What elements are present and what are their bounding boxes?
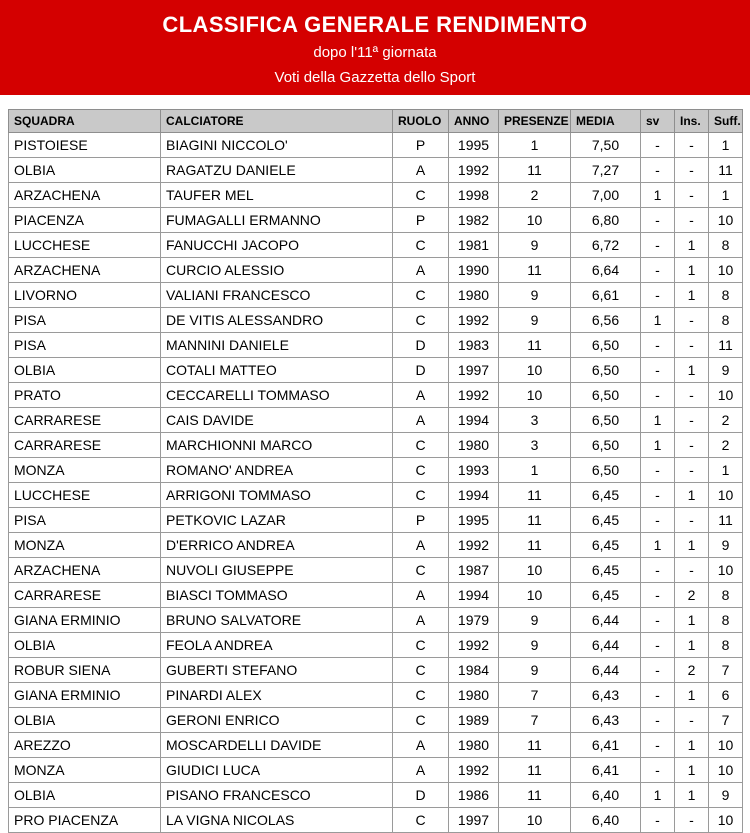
table-row <box>9 458 743 483</box>
cell-media: 6,45 <box>571 508 641 533</box>
cell-media: 6,41 <box>571 758 641 783</box>
cell-ruolo: P <box>393 133 449 158</box>
cell-calciatore: MARCHIONNI MARCO <box>161 433 393 458</box>
cell-squadra: CARRARESE <box>9 408 161 433</box>
cell-media: 6,50 <box>571 333 641 358</box>
table-row <box>9 733 743 758</box>
cell-suff: 7 <box>709 708 743 733</box>
cell-suff: 10 <box>709 808 743 833</box>
cell-ins: - <box>675 158 709 183</box>
cell-calciatore: DE VITIS ALESSANDRO <box>161 308 393 333</box>
cell-ruolo: C <box>393 308 449 333</box>
cell-anno: 1980 <box>449 283 499 308</box>
cell-ins: - <box>675 333 709 358</box>
cell-sv: - <box>641 133 675 158</box>
cell-sv: - <box>641 708 675 733</box>
table-row <box>9 658 743 683</box>
cell-media: 6,50 <box>571 408 641 433</box>
cell-calciatore: D'ERRICO ANDREA <box>161 533 393 558</box>
cell-sv: - <box>641 358 675 383</box>
cell-media: 6,50 <box>571 433 641 458</box>
cell-presenze: 11 <box>499 783 571 808</box>
cell-sv: - <box>641 558 675 583</box>
cell-calciatore: ROMANO' ANDREA <box>161 458 393 483</box>
cell-presenze: 11 <box>499 733 571 758</box>
cell-ins: - <box>675 208 709 233</box>
cell-ins: 1 <box>675 533 709 558</box>
table-body <box>9 133 743 833</box>
cell-squadra: ROBUR SIENA <box>9 658 161 683</box>
cell-presenze: 11 <box>499 758 571 783</box>
cell-ruolo: A <box>393 533 449 558</box>
cell-sv: - <box>641 258 675 283</box>
cell-media: 6,44 <box>571 658 641 683</box>
cell-anno: 1992 <box>449 383 499 408</box>
page-title: CLASSIFICA GENERALE RENDIMENTO <box>162 12 588 37</box>
cell-calciatore: MANNINI DANIELE <box>161 333 393 358</box>
cell-suff: 1 <box>709 133 743 158</box>
cell-sv: 1 <box>641 183 675 208</box>
cell-media: 7,50 <box>571 133 641 158</box>
cell-calciatore: ARRIGONI TOMMASO <box>161 483 393 508</box>
cell-ins: - <box>675 308 709 333</box>
cell-presenze: 1 <box>499 458 571 483</box>
cell-calciatore: MOSCARDELLI DAVIDE <box>161 733 393 758</box>
table-row <box>9 258 743 283</box>
cell-ruolo: A <box>393 158 449 183</box>
cell-media: 6,43 <box>571 683 641 708</box>
cell-presenze: 10 <box>499 383 571 408</box>
cell-media: 6,44 <box>571 633 641 658</box>
cell-sv: - <box>641 508 675 533</box>
cell-squadra: OLBIA <box>9 783 161 808</box>
cell-anno: 1989 <box>449 708 499 733</box>
cell-sv: - <box>641 283 675 308</box>
cell-calciatore: NUVOLI GIUSEPPE <box>161 558 393 583</box>
cell-calciatore: PINARDI ALEX <box>161 683 393 708</box>
column-header-calciatore[interactable]: CALCIATORE <box>161 110 393 133</box>
cell-ruolo: C <box>393 808 449 833</box>
table-row <box>9 208 743 233</box>
cell-suff: 8 <box>709 308 743 333</box>
cell-ruolo: C <box>393 233 449 258</box>
cell-presenze: 11 <box>499 483 571 508</box>
cell-ruolo: C <box>393 658 449 683</box>
cell-suff: 2 <box>709 408 743 433</box>
cell-ruolo: C <box>393 183 449 208</box>
cell-calciatore: VALIANI FRANCESCO <box>161 283 393 308</box>
header-subtitle-source: Voti della Gazzetta dello Sport <box>274 69 476 86</box>
cell-media: 6,41 <box>571 733 641 758</box>
cell-media: 6,80 <box>571 208 641 233</box>
cell-suff: 8 <box>709 283 743 308</box>
cell-calciatore: FUMAGALLI ERMANNO <box>161 208 393 233</box>
cell-squadra: PISTOIESE <box>9 133 161 158</box>
cell-calciatore: BRUNO SALVATORE <box>161 608 393 633</box>
cell-presenze: 9 <box>499 283 571 308</box>
column-header-media[interactable]: MEDIA <box>571 110 641 133</box>
cell-ruolo: D <box>393 358 449 383</box>
cell-squadra: CARRARESE <box>9 583 161 608</box>
cell-calciatore: COTALI MATTEO <box>161 358 393 383</box>
cell-anno: 1992 <box>449 633 499 658</box>
cell-sv: - <box>641 633 675 658</box>
cell-anno: 1979 <box>449 608 499 633</box>
table-row <box>9 808 743 833</box>
column-header-sv[interactable]: sv <box>641 110 675 133</box>
cell-presenze: 1 <box>499 133 571 158</box>
cell-anno: 1982 <box>449 208 499 233</box>
column-header-suff[interactable]: Suff. <box>709 110 743 133</box>
column-header-squadra[interactable]: SQUADRA <box>9 110 161 133</box>
cell-ins: - <box>675 508 709 533</box>
cell-anno: 1983 <box>449 333 499 358</box>
cell-sv: - <box>641 483 675 508</box>
cell-squadra: PISA <box>9 508 161 533</box>
cell-squadra: MONZA <box>9 758 161 783</box>
cell-media: 6,45 <box>571 483 641 508</box>
column-header-anno[interactable]: ANNO <box>449 110 499 133</box>
ranking-table <box>8 109 743 833</box>
cell-media: 6,56 <box>571 308 641 333</box>
table-row <box>9 633 743 658</box>
cell-presenze: 7 <box>499 708 571 733</box>
cell-anno: 1981 <box>449 233 499 258</box>
cell-media: 6,43 <box>571 708 641 733</box>
cell-calciatore: PETKOVIC LAZAR <box>161 508 393 533</box>
cell-anno: 1997 <box>449 808 499 833</box>
cell-sv: - <box>641 458 675 483</box>
cell-ins: - <box>675 383 709 408</box>
cell-sv: 1 <box>641 408 675 433</box>
cell-presenze: 10 <box>499 358 571 383</box>
cell-presenze: 11 <box>499 533 571 558</box>
cell-squadra: ARZACHENA <box>9 258 161 283</box>
cell-ruolo: C <box>393 683 449 708</box>
cell-anno: 1994 <box>449 408 499 433</box>
cell-anno: 1997 <box>449 358 499 383</box>
cell-squadra: GIANA ERMINIO <box>9 683 161 708</box>
cell-media: 6,50 <box>571 358 641 383</box>
cell-media: 6,44 <box>571 608 641 633</box>
cell-anno: 1995 <box>449 133 499 158</box>
cell-suff: 10 <box>709 733 743 758</box>
cell-ruolo: A <box>393 583 449 608</box>
cell-sv: - <box>641 333 675 358</box>
cell-suff: 8 <box>709 633 743 658</box>
cell-suff: 10 <box>709 383 743 408</box>
cell-sv: - <box>641 758 675 783</box>
cell-media: 6,40 <box>571 808 641 833</box>
cell-presenze: 10 <box>499 558 571 583</box>
cell-squadra: OLBIA <box>9 708 161 733</box>
cell-sv: - <box>641 208 675 233</box>
cell-squadra: AREZZO <box>9 733 161 758</box>
cell-anno: 1980 <box>449 683 499 708</box>
table-row <box>9 683 743 708</box>
cell-calciatore: GERONI ENRICO <box>161 708 393 733</box>
cell-media: 6,45 <box>571 533 641 558</box>
cell-sv: 1 <box>641 433 675 458</box>
cell-ins: 1 <box>675 233 709 258</box>
cell-squadra: LUCCHESE <box>9 483 161 508</box>
cell-sv: - <box>641 808 675 833</box>
cell-presenze: 11 <box>499 158 571 183</box>
cell-sv: - <box>641 658 675 683</box>
cell-ins: 1 <box>675 358 709 383</box>
table-row <box>9 233 743 258</box>
cell-ruolo: A <box>393 758 449 783</box>
cell-ins: 1 <box>675 633 709 658</box>
cell-anno: 1980 <box>449 733 499 758</box>
table-row <box>9 308 743 333</box>
cell-squadra: CARRARESE <box>9 433 161 458</box>
cell-suff: 2 <box>709 433 743 458</box>
cell-ruolo: D <box>393 333 449 358</box>
cell-presenze: 3 <box>499 433 571 458</box>
cell-ins: - <box>675 183 709 208</box>
table-row <box>9 433 743 458</box>
table-row <box>9 358 743 383</box>
cell-squadra: OLBIA <box>9 633 161 658</box>
cell-ins: 1 <box>675 258 709 283</box>
cell-ruolo: P <box>393 208 449 233</box>
header-subtitle-matchday: dopo l'11ª giornata <box>313 44 437 61</box>
cell-ins: 2 <box>675 583 709 608</box>
table-row <box>9 558 743 583</box>
cell-presenze: 10 <box>499 808 571 833</box>
cell-media: 6,40 <box>571 783 641 808</box>
table-row <box>9 533 743 558</box>
cell-presenze: 9 <box>499 658 571 683</box>
cell-anno: 1992 <box>449 533 499 558</box>
cell-anno: 1993 <box>449 458 499 483</box>
table-row <box>9 608 743 633</box>
cell-ins: - <box>675 558 709 583</box>
table-row <box>9 283 743 308</box>
cell-ins: - <box>675 408 709 433</box>
cell-ruolo: C <box>393 558 449 583</box>
cell-sv: - <box>641 683 675 708</box>
cell-presenze: 3 <box>499 408 571 433</box>
table-row <box>9 708 743 733</box>
cell-calciatore: CAIS DAVIDE <box>161 408 393 433</box>
cell-squadra: GIANA ERMINIO <box>9 608 161 633</box>
cell-sv: 1 <box>641 308 675 333</box>
table-row <box>9 483 743 508</box>
cell-calciatore: GUBERTI STEFANO <box>161 658 393 683</box>
cell-presenze: 11 <box>499 258 571 283</box>
cell-anno: 1998 <box>449 183 499 208</box>
cell-ins: 1 <box>675 783 709 808</box>
cell-sv: - <box>641 233 675 258</box>
cell-ruolo: C <box>393 458 449 483</box>
cell-ins: 1 <box>675 683 709 708</box>
table-row <box>9 408 743 433</box>
cell-calciatore: GIUDICI LUCA <box>161 758 393 783</box>
cell-ins: - <box>675 708 709 733</box>
cell-suff: 11 <box>709 333 743 358</box>
cell-squadra: LIVORNO <box>9 283 161 308</box>
column-header-ins[interactable]: Ins. <box>675 110 709 133</box>
cell-media: 7,00 <box>571 183 641 208</box>
cell-media: 6,50 <box>571 458 641 483</box>
cell-ruolo: C <box>393 633 449 658</box>
table-row <box>9 583 743 608</box>
cell-squadra: PISA <box>9 308 161 333</box>
cell-ruolo: A <box>393 383 449 408</box>
cell-squadra: LUCCHESE <box>9 233 161 258</box>
cell-ruolo: A <box>393 608 449 633</box>
cell-anno: 1986 <box>449 783 499 808</box>
cell-ins: 1 <box>675 283 709 308</box>
cell-suff: 10 <box>709 758 743 783</box>
table-header <box>9 110 743 133</box>
cell-presenze: 10 <box>499 208 571 233</box>
cell-squadra: MONZA <box>9 458 161 483</box>
header-banner <box>0 0 750 95</box>
cell-presenze: 7 <box>499 683 571 708</box>
cell-sv: - <box>641 733 675 758</box>
cell-media: 6,72 <box>571 233 641 258</box>
cell-anno: 1992 <box>449 158 499 183</box>
cell-ins: - <box>675 433 709 458</box>
cell-calciatore: FANUCCHI JACOPO <box>161 233 393 258</box>
cell-anno: 1984 <box>449 658 499 683</box>
cell-ruolo: A <box>393 733 449 758</box>
cell-squadra: OLBIA <box>9 158 161 183</box>
cell-suff: 6 <box>709 683 743 708</box>
cell-squadra: PIACENZA <box>9 208 161 233</box>
cell-media: 7,27 <box>571 158 641 183</box>
cell-ins: 1 <box>675 483 709 508</box>
cell-ins: - <box>675 808 709 833</box>
cell-ruolo: P <box>393 508 449 533</box>
cell-media: 6,45 <box>571 558 641 583</box>
cell-ins: 1 <box>675 758 709 783</box>
cell-ins: 1 <box>675 733 709 758</box>
cell-sv: 1 <box>641 783 675 808</box>
table-row <box>9 783 743 808</box>
cell-calciatore: LA VIGNA NICOLAS <box>161 808 393 833</box>
cell-presenze: 9 <box>499 233 571 258</box>
cell-presenze: 2 <box>499 183 571 208</box>
cell-calciatore: CECCARELLI TOMMASO <box>161 383 393 408</box>
cell-suff: 11 <box>709 508 743 533</box>
cell-presenze: 11 <box>499 508 571 533</box>
cell-presenze: 9 <box>499 308 571 333</box>
cell-suff: 11 <box>709 158 743 183</box>
cell-ruolo: C <box>393 708 449 733</box>
cell-ins: 2 <box>675 658 709 683</box>
cell-media: 6,45 <box>571 583 641 608</box>
cell-suff: 10 <box>709 483 743 508</box>
cell-anno: 1990 <box>449 258 499 283</box>
cell-calciatore: FEOLA ANDREA <box>161 633 393 658</box>
cell-anno: 1994 <box>449 483 499 508</box>
cell-ruolo: C <box>393 433 449 458</box>
cell-suff: 9 <box>709 358 743 383</box>
cell-suff: 9 <box>709 783 743 808</box>
cell-anno: 1992 <box>449 308 499 333</box>
cell-anno: 1992 <box>449 758 499 783</box>
cell-calciatore: BIASCI TOMMASO <box>161 583 393 608</box>
cell-squadra: PRATO <box>9 383 161 408</box>
cell-ruolo: C <box>393 483 449 508</box>
cell-squadra: ARZACHENA <box>9 183 161 208</box>
table-row <box>9 508 743 533</box>
table-header-row <box>9 110 743 133</box>
cell-anno: 1987 <box>449 558 499 583</box>
cell-squadra: PISA <box>9 333 161 358</box>
cell-presenze: 11 <box>499 333 571 358</box>
column-header-presenze[interactable]: PRESENZE <box>499 110 571 133</box>
cell-suff: 10 <box>709 208 743 233</box>
cell-anno: 1980 <box>449 433 499 458</box>
cell-suff: 10 <box>709 558 743 583</box>
cell-calciatore: RAGATZU DANIELE <box>161 158 393 183</box>
cell-squadra: ARZACHENA <box>9 558 161 583</box>
cell-suff: 9 <box>709 533 743 558</box>
cell-presenze: 9 <box>499 608 571 633</box>
cell-squadra: MONZA <box>9 533 161 558</box>
cell-sv: - <box>641 583 675 608</box>
cell-suff: 1 <box>709 183 743 208</box>
cell-ruolo: C <box>393 283 449 308</box>
cell-ins: - <box>675 458 709 483</box>
cell-suff: 10 <box>709 258 743 283</box>
table-row <box>9 383 743 408</box>
cell-media: 6,64 <box>571 258 641 283</box>
cell-calciatore: BIAGINI NICCOLO' <box>161 133 393 158</box>
cell-suff: 8 <box>709 233 743 258</box>
cell-media: 6,50 <box>571 383 641 408</box>
cell-suff: 1 <box>709 458 743 483</box>
cell-squadra: OLBIA <box>9 358 161 383</box>
cell-sv: - <box>641 608 675 633</box>
cell-calciatore: CURCIO ALESSIO <box>161 258 393 283</box>
cell-suff: 8 <box>709 608 743 633</box>
cell-ins: 1 <box>675 608 709 633</box>
cell-ruolo: D <box>393 783 449 808</box>
cell-ins: - <box>675 133 709 158</box>
table-container <box>0 95 750 833</box>
cell-ruolo: A <box>393 408 449 433</box>
table-row <box>9 183 743 208</box>
cell-suff: 7 <box>709 658 743 683</box>
cell-anno: 1994 <box>449 583 499 608</box>
cell-calciatore: TAUFER MEL <box>161 183 393 208</box>
cell-suff: 8 <box>709 583 743 608</box>
cell-presenze: 10 <box>499 583 571 608</box>
table-row <box>9 133 743 158</box>
column-header-ruolo[interactable]: RUOLO <box>393 110 449 133</box>
cell-calciatore: PISANO FRANCESCO <box>161 783 393 808</box>
cell-squadra: PRO PIACENZA <box>9 808 161 833</box>
cell-anno: 1995 <box>449 508 499 533</box>
cell-presenze: 9 <box>499 633 571 658</box>
table-row <box>9 333 743 358</box>
cell-media: 6,61 <box>571 283 641 308</box>
cell-ruolo: A <box>393 258 449 283</box>
cell-sv: 1 <box>641 533 675 558</box>
table-row <box>9 158 743 183</box>
table-row <box>9 758 743 783</box>
cell-sv: - <box>641 383 675 408</box>
cell-sv: - <box>641 158 675 183</box>
